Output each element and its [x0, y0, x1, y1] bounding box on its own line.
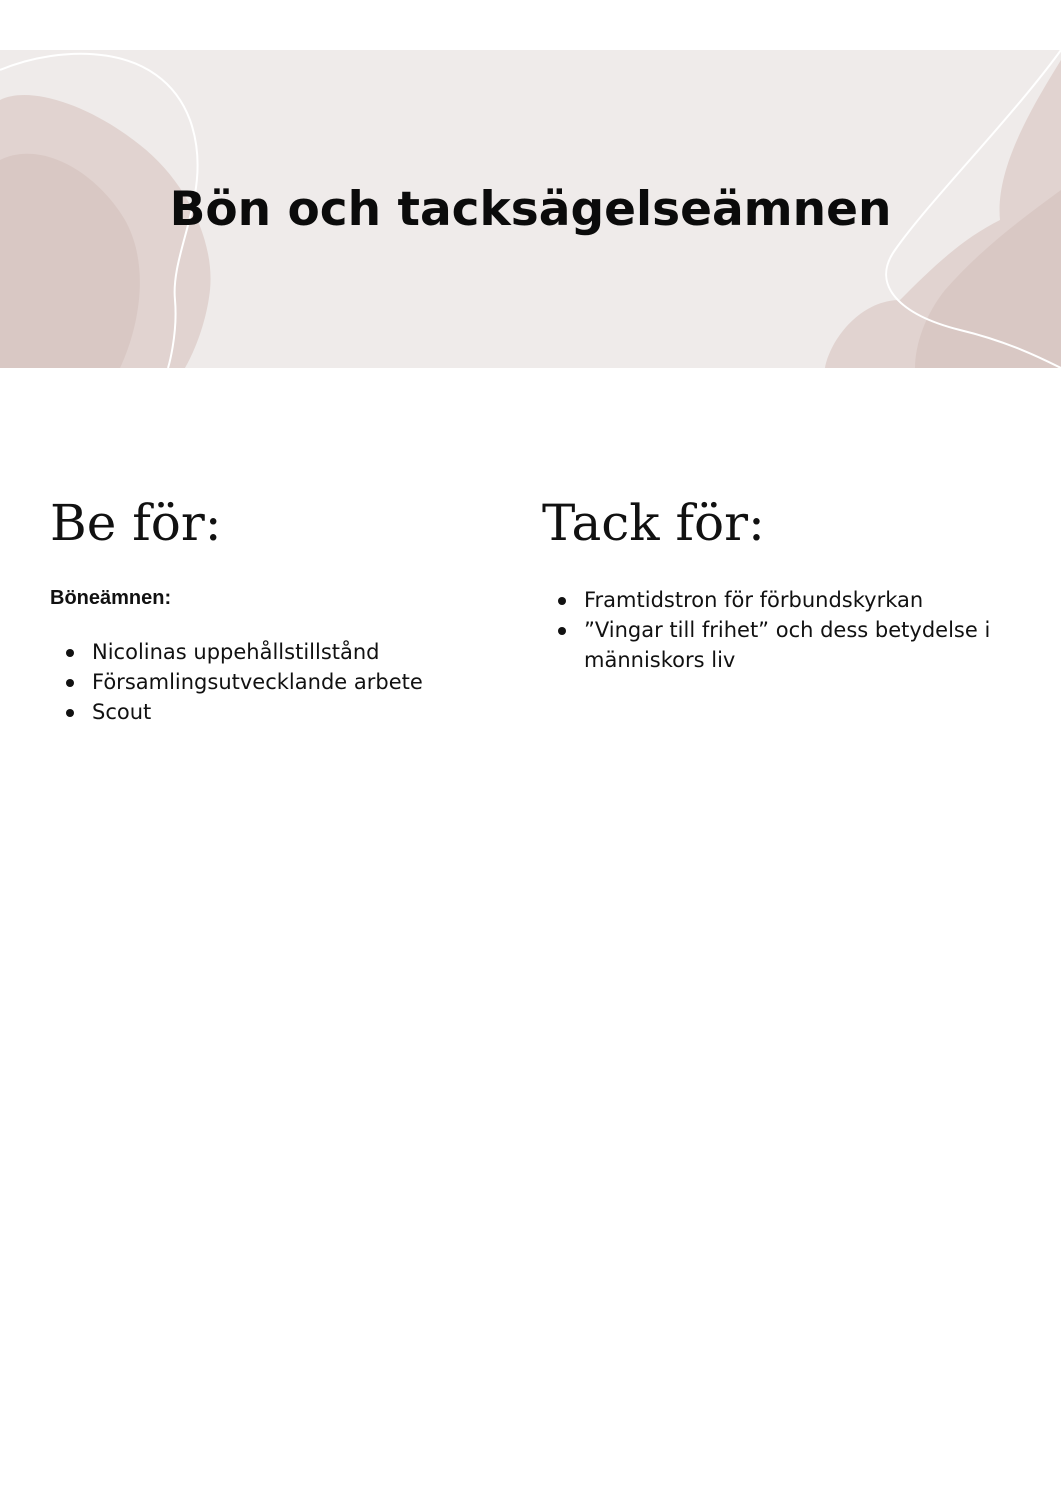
list-item-text: Framtidstron för förbundskyrkan [584, 588, 924, 612]
list-item-text: Scout [92, 700, 152, 724]
list-item [50, 667, 490, 697]
page-title: Bön och tacksägelseämnen [169, 182, 892, 237]
list-item-text: ”Vingar till frihet” och dess betydelse i människors liv [584, 618, 991, 672]
thanks-section [542, 490, 1022, 675]
thanks-list [542, 585, 1022, 675]
thanks-heading: Tack för: [542, 494, 765, 552]
prayer-topics-subheading: Böneämnen: [50, 587, 172, 609]
list-item-text: Nicolinas uppehållstillstånd [92, 640, 380, 664]
list-item [542, 585, 1022, 615]
list-item [50, 697, 490, 727]
header-banner [0, 50, 1061, 368]
bullet-icon [66, 709, 74, 717]
list-item [50, 637, 490, 667]
bullet-icon [558, 597, 566, 605]
list-item-text: Församlingsutvecklande arbete [92, 670, 423, 694]
bullet-icon [66, 679, 74, 687]
bullet-icon [558, 627, 566, 635]
prayer-list [50, 637, 490, 727]
pray-heading: Be för: [50, 494, 222, 552]
pray-section [50, 490, 490, 727]
list-item [542, 615, 1022, 675]
bullet-icon [66, 649, 74, 657]
